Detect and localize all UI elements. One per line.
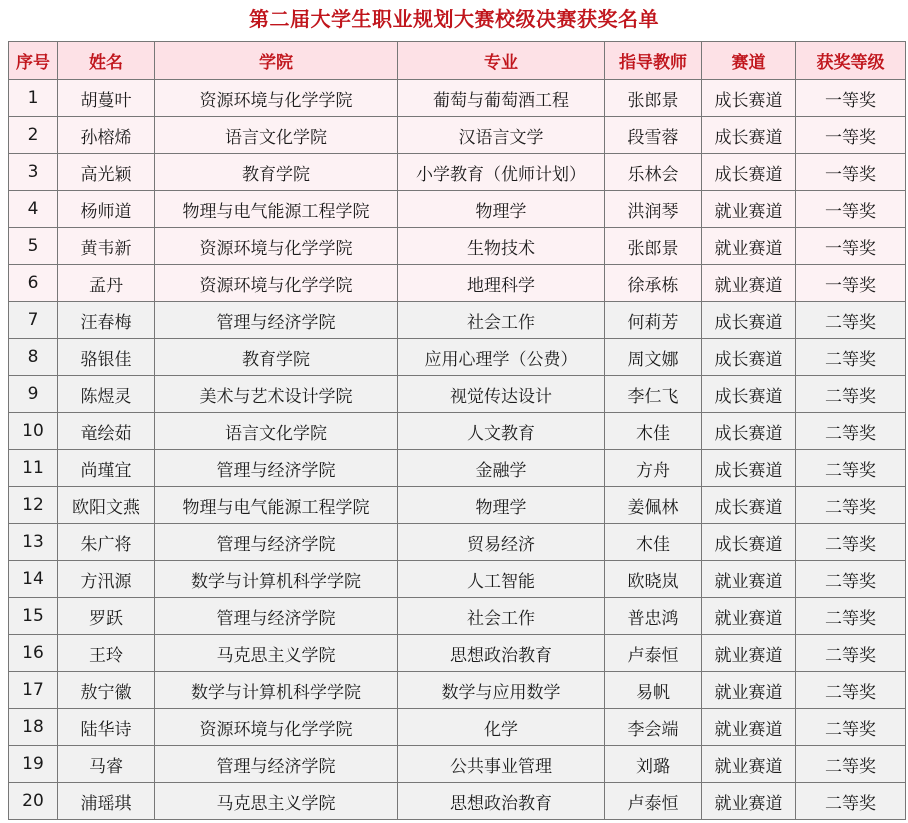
cell-name: 胡蔓叶: [58, 80, 155, 117]
cell-award-level: 一等奖: [796, 265, 906, 302]
cell-advisor: 方舟: [605, 450, 702, 487]
cell-award-level: 二等奖: [796, 783, 906, 820]
cell-name: 欧阳文燕: [58, 487, 155, 524]
cell-track: 就业赛道: [702, 783, 796, 820]
cell-track: 就业赛道: [702, 746, 796, 783]
cell-name: 马睿: [58, 746, 155, 783]
header-major: 专业: [398, 42, 605, 80]
cell-major: 化学: [398, 709, 605, 746]
header-track: 赛道: [702, 42, 796, 80]
cell-track: 成长赛道: [702, 339, 796, 376]
header-college: 学院: [155, 42, 398, 80]
cell-major: 应用心理学（公费）: [398, 339, 605, 376]
cell-advisor: 乐林会: [605, 154, 702, 191]
cell-name: 敖宁徽: [58, 672, 155, 709]
cell-award-level: 二等奖: [796, 413, 906, 450]
cell-advisor: 李会端: [605, 709, 702, 746]
cell-number: 11: [9, 450, 58, 487]
cell-advisor: 段雪蓉: [605, 117, 702, 154]
table-row: [9, 413, 906, 450]
table-row: [9, 154, 906, 191]
table-row: [9, 450, 906, 487]
cell-award-level: 一等奖: [796, 117, 906, 154]
cell-number: 17: [9, 672, 58, 709]
cell-track: 成长赛道: [702, 154, 796, 191]
cell-college: 马克思主义学院: [155, 783, 398, 820]
cell-track: 成长赛道: [702, 450, 796, 487]
cell-name: 杨师道: [58, 191, 155, 228]
cell-college: 语言文化学院: [155, 117, 398, 154]
cell-college: 数学与计算机科学学院: [155, 561, 398, 598]
cell-number: 12: [9, 487, 58, 524]
cell-award-level: 二等奖: [796, 561, 906, 598]
cell-major: 公共事业管理: [398, 746, 605, 783]
table-row: [9, 117, 906, 154]
cell-number: 15: [9, 598, 58, 635]
cell-number: 6: [9, 265, 58, 302]
cell-award-level: 二等奖: [796, 487, 906, 524]
table-row: [9, 339, 906, 376]
cell-major: 贸易经济: [398, 524, 605, 561]
table-row: [9, 80, 906, 117]
table-row: [9, 228, 906, 265]
cell-number: 16: [9, 635, 58, 672]
cell-name: 浦瑶琪: [58, 783, 155, 820]
cell-college: 资源环境与化学学院: [155, 709, 398, 746]
cell-college: 资源环境与化学学院: [155, 228, 398, 265]
cell-award-level: 二等奖: [796, 746, 906, 783]
cell-track: 成长赛道: [702, 376, 796, 413]
cell-track: 就业赛道: [702, 228, 796, 265]
table-row: [9, 709, 906, 746]
cell-college: 马克思主义学院: [155, 635, 398, 672]
cell-major: 社会工作: [398, 302, 605, 339]
cell-college: 管理与经济学院: [155, 302, 398, 339]
cell-track: 就业赛道: [702, 598, 796, 635]
cell-track: 就业赛道: [702, 191, 796, 228]
cell-major: 小学教育（优师计划）: [398, 154, 605, 191]
cell-major: 思想政治教育: [398, 635, 605, 672]
cell-track: 成长赛道: [702, 487, 796, 524]
table-row: [9, 672, 906, 709]
award-table: [8, 41, 906, 820]
cell-advisor: 卢泰恒: [605, 783, 702, 820]
cell-award-level: 二等奖: [796, 672, 906, 709]
cell-name: 汪春梅: [58, 302, 155, 339]
table-row: [9, 191, 906, 228]
header-advisor: 指导教师: [605, 42, 702, 80]
cell-number: 7: [9, 302, 58, 339]
header-name: 姓名: [58, 42, 155, 80]
cell-number: 10: [9, 413, 58, 450]
cell-number: 2: [9, 117, 58, 154]
cell-college: 数学与计算机科学学院: [155, 672, 398, 709]
cell-name: 骆银佳: [58, 339, 155, 376]
header-number: 序号: [9, 42, 58, 80]
cell-award-level: 二等奖: [796, 450, 906, 487]
cell-name: 朱广将: [58, 524, 155, 561]
cell-name: 王玲: [58, 635, 155, 672]
cell-advisor: 张郎景: [605, 228, 702, 265]
cell-major: 思想政治教育: [398, 783, 605, 820]
table-row: [9, 783, 906, 820]
cell-college: 美术与艺术设计学院: [155, 376, 398, 413]
table-row: [9, 302, 906, 339]
cell-track: 就业赛道: [702, 635, 796, 672]
cell-college: 教育学院: [155, 339, 398, 376]
cell-name: 黄韦新: [58, 228, 155, 265]
cell-award-level: 一等奖: [796, 80, 906, 117]
cell-number: 8: [9, 339, 58, 376]
table-row: [9, 487, 906, 524]
cell-track: 成长赛道: [702, 524, 796, 561]
cell-advisor: 李仁飞: [605, 376, 702, 413]
table-row: [9, 598, 906, 635]
cell-major: 汉语言文学: [398, 117, 605, 154]
table-row: [9, 265, 906, 302]
cell-college: 教育学院: [155, 154, 398, 191]
cell-name: 尚瑾宜: [58, 450, 155, 487]
cell-major: 生物技术: [398, 228, 605, 265]
cell-name: 罗跃: [58, 598, 155, 635]
cell-college: 管理与经济学院: [155, 598, 398, 635]
cell-name: 方汛源: [58, 561, 155, 598]
cell-advisor: 何莉芳: [605, 302, 702, 339]
table-row: [9, 746, 906, 783]
cell-major: 社会工作: [398, 598, 605, 635]
cell-major: 人工智能: [398, 561, 605, 598]
cell-major: 地理科学: [398, 265, 605, 302]
cell-major: 葡萄与葡萄酒工程: [398, 80, 605, 117]
cell-name: 孟丹: [58, 265, 155, 302]
cell-name: 陈煜灵: [58, 376, 155, 413]
cell-number: 18: [9, 709, 58, 746]
table-body: [9, 80, 906, 820]
cell-college: 物理与电气能源工程学院: [155, 487, 398, 524]
cell-college: 管理与经济学院: [155, 524, 398, 561]
cell-major: 物理学: [398, 191, 605, 228]
cell-advisor: 木佳: [605, 524, 702, 561]
cell-award-level: 二等奖: [796, 302, 906, 339]
cell-major: 视觉传达设计: [398, 376, 605, 413]
cell-major: 物理学: [398, 487, 605, 524]
cell-name: 高光颖: [58, 154, 155, 191]
cell-track: 就业赛道: [702, 561, 796, 598]
cell-advisor: 徐承栋: [605, 265, 702, 302]
cell-number: 19: [9, 746, 58, 783]
header-award-level: 获奖等级: [796, 42, 906, 80]
cell-advisor: 刘璐: [605, 746, 702, 783]
cell-number: 20: [9, 783, 58, 820]
table-header-row: [9, 42, 906, 80]
cell-track: 就业赛道: [702, 709, 796, 746]
cell-name: 孙榕烯: [58, 117, 155, 154]
cell-advisor: 张郎景: [605, 80, 702, 117]
cell-college: 语言文化学院: [155, 413, 398, 450]
cell-name: 竜绘茹: [58, 413, 155, 450]
cell-number: 5: [9, 228, 58, 265]
cell-college: 资源环境与化学学院: [155, 80, 398, 117]
cell-award-level: 二等奖: [796, 339, 906, 376]
table-row: [9, 376, 906, 413]
cell-college: 管理与经济学院: [155, 450, 398, 487]
cell-number: 13: [9, 524, 58, 561]
cell-college: 物理与电气能源工程学院: [155, 191, 398, 228]
cell-advisor: 洪润琴: [605, 191, 702, 228]
cell-advisor: 姜佩林: [605, 487, 702, 524]
cell-advisor: 周文娜: [605, 339, 702, 376]
cell-college: 资源环境与化学学院: [155, 265, 398, 302]
table-row: [9, 524, 906, 561]
cell-award-level: 二等奖: [796, 635, 906, 672]
cell-number: 9: [9, 376, 58, 413]
table-row: [9, 561, 906, 598]
cell-number: 3: [9, 154, 58, 191]
cell-number: 14: [9, 561, 58, 598]
table-row: [9, 635, 906, 672]
cell-advisor: 木佳: [605, 413, 702, 450]
cell-advisor: 普忠鸿: [605, 598, 702, 635]
cell-advisor: 易帆: [605, 672, 702, 709]
cell-advisor: 卢泰恒: [605, 635, 702, 672]
cell-number: 1: [9, 80, 58, 117]
cell-major: 金融学: [398, 450, 605, 487]
cell-award-level: 二等奖: [796, 376, 906, 413]
cell-major: 数学与应用数学: [398, 672, 605, 709]
cell-track: 成长赛道: [702, 117, 796, 154]
page-title: 第二届大学生职业规划大赛校级决赛获奖名单: [249, 7, 659, 31]
cell-award-level: 一等奖: [796, 228, 906, 265]
cell-track: 成长赛道: [702, 80, 796, 117]
cell-track: 成长赛道: [702, 413, 796, 450]
cell-number: 4: [9, 191, 58, 228]
cell-track: 就业赛道: [702, 672, 796, 709]
cell-award-level: 二等奖: [796, 598, 906, 635]
cell-award-level: 一等奖: [796, 191, 906, 228]
cell-name: 陆华诗: [58, 709, 155, 746]
cell-award-level: 一等奖: [796, 154, 906, 191]
cell-advisor: 欧晓岚: [605, 561, 702, 598]
cell-award-level: 二等奖: [796, 524, 906, 561]
cell-major: 人文教育: [398, 413, 605, 450]
cell-track: 就业赛道: [702, 265, 796, 302]
cell-track: 成长赛道: [702, 302, 796, 339]
cell-college: 管理与经济学院: [155, 746, 398, 783]
cell-award-level: 二等奖: [796, 709, 906, 746]
